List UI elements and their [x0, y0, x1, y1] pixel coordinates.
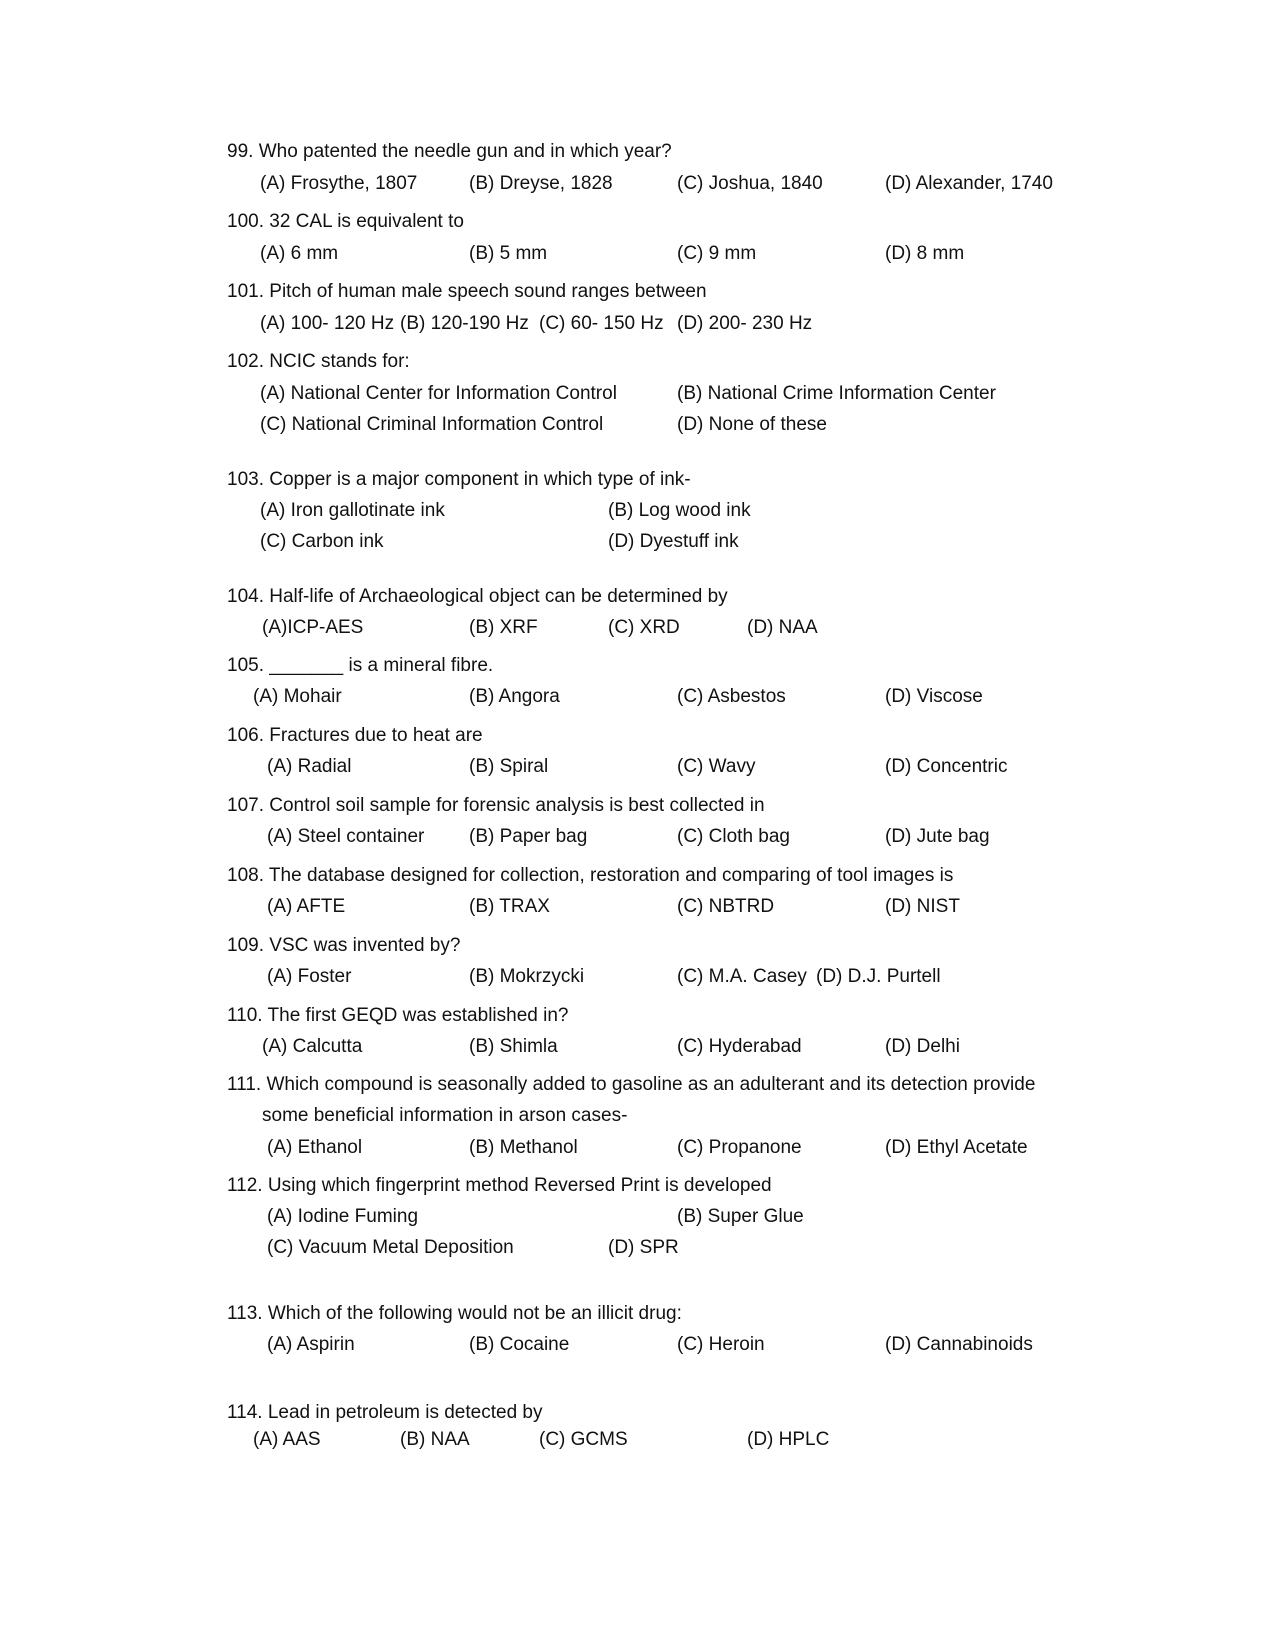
- option-b: (B) 120-190 Hz: [400, 313, 529, 334]
- question-text: Using which fingerprint method Reversed Print is developed: [267, 1175, 772, 1196]
- question-108: [227, 864, 953, 888]
- option-b: (B) TRAX: [469, 896, 550, 917]
- option-d: (D) Delhi: [885, 1036, 960, 1057]
- option-c: (C) Heroin: [677, 1334, 765, 1355]
- question-number: 111.: [227, 1074, 262, 1095]
- option-d: (D) None of these: [677, 414, 827, 435]
- option-a: (A) Calcutta: [262, 1036, 363, 1057]
- option-a: (A) AAS: [253, 1429, 321, 1450]
- option-c: (C) National Criminal Information Control: [260, 414, 604, 435]
- option-a: (A) Iron gallotinate ink: [260, 500, 445, 521]
- option-a: (A) Mohair: [253, 686, 342, 707]
- question-106: [227, 724, 483, 748]
- question-text: Half-life of Archaeological object can be determined by: [269, 586, 728, 607]
- option-b: (B) Cocaine: [469, 1334, 570, 1355]
- option-d: (D) Cannabinoids: [885, 1334, 1033, 1355]
- option-a: (A) Foster: [267, 966, 352, 987]
- option-d: (D) Dyestuff ink: [608, 531, 739, 552]
- question-text: 32 CAL is equivalent to: [269, 211, 464, 232]
- option-a: (A) Steel container: [267, 826, 425, 847]
- option-b: (B) Mokrzycki: [469, 966, 585, 987]
- option-c: (C) 60- 150 Hz: [539, 313, 664, 334]
- question-text: Copper is a major component in which type of ink-: [269, 469, 691, 490]
- question-number: 110.: [227, 1005, 263, 1026]
- option-d: (D) Ethyl Acetate: [885, 1137, 1028, 1158]
- option-b: (B) Super Glue: [677, 1206, 804, 1227]
- question-text: Fractures due to heat are: [269, 725, 483, 746]
- option-a: (A) AFTE: [267, 896, 346, 917]
- option-c: (C) Joshua, 1840: [677, 173, 823, 194]
- option-b: (B) Spiral: [469, 756, 549, 777]
- question-100: [227, 210, 464, 234]
- option-d: (D) Jute bag: [885, 826, 990, 847]
- question-111: [227, 1073, 1035, 1097]
- question-number: 114.: [227, 1402, 263, 1423]
- option-c: (C) GCMS: [539, 1429, 628, 1450]
- option-a: (A) Iodine Fuming: [267, 1206, 419, 1227]
- option-d: (D) NIST: [885, 896, 960, 917]
- option-a: (A) National Center for Information Control: [260, 383, 617, 404]
- question-105: [227, 654, 493, 678]
- question-102: [227, 350, 410, 374]
- question-text: VSC was invented by?: [269, 935, 461, 956]
- question-104: [227, 585, 728, 609]
- option-c: (C) M.A. Casey: [677, 966, 807, 987]
- option-c: (C) 9 mm: [677, 243, 757, 264]
- question-112: [227, 1174, 772, 1198]
- option-d: (D) Alexander, 1740: [885, 173, 1053, 194]
- option-b: (B) National Crime Information Center: [677, 383, 996, 404]
- question-text: Which compound is seasonally added to gasoline as an adulterant and its detection provide: [266, 1074, 1036, 1095]
- option-c: (C) Carbon ink: [260, 531, 384, 552]
- option-d: (D) SPR: [608, 1237, 679, 1258]
- question-text: NCIC stands for:: [269, 351, 410, 372]
- option-d: (D) Viscose: [885, 686, 983, 707]
- question-number: 99.: [227, 141, 254, 162]
- question-text: Pitch of human male speech sound ranges between: [269, 281, 707, 302]
- question-number: 107.: [227, 795, 264, 816]
- question-text: Lead in petroleum is detected by: [267, 1402, 543, 1423]
- option-b: (B) Log wood ink: [608, 500, 751, 521]
- question-107: [227, 794, 765, 818]
- option-d: (D) HPLC: [747, 1429, 830, 1450]
- question-number: 106.: [227, 725, 264, 746]
- option-a: (A) Aspirin: [267, 1334, 355, 1355]
- question-text: _______ is a mineral fibre.: [269, 655, 494, 676]
- question-number: 105.: [227, 655, 264, 676]
- option-b: (B) NAA: [400, 1429, 470, 1450]
- option-a: (A) 6 mm: [260, 243, 339, 264]
- question-110: [227, 1004, 568, 1028]
- question-text: Control soil sample for forensic analysis is best collected in: [269, 795, 765, 816]
- option-d: (D) 8 mm: [885, 243, 965, 264]
- question-number: 112.: [227, 1175, 263, 1196]
- question-number: 108.: [227, 865, 264, 886]
- option-a: (A) Ethanol: [267, 1137, 363, 1158]
- option-c: (C) Propanone: [677, 1137, 802, 1158]
- question-number: 102.: [227, 351, 264, 372]
- question-text: The database designed for collection, restoration and comparing of tool images is: [268, 865, 954, 886]
- option-b: (B) XRF: [469, 617, 538, 638]
- question-113: [227, 1302, 682, 1326]
- option-b: (B) Methanol: [469, 1137, 578, 1158]
- option-d: (D) NAA: [747, 617, 818, 638]
- question-text: Which of the following would not be an illicit drug:: [267, 1303, 682, 1324]
- question-number: 113.: [227, 1303, 263, 1324]
- question-text-continued: some beneficial information in arson cases-: [262, 1105, 628, 1126]
- question-103: [227, 468, 691, 492]
- option-b: (B) Paper bag: [469, 826, 588, 847]
- option-c: (C) Cloth bag: [677, 826, 790, 847]
- option-a: (A) Frosythe, 1807: [260, 173, 418, 194]
- option-b: (B) 5 mm: [469, 243, 548, 264]
- option-b: (B) Dreyse, 1828: [469, 173, 613, 194]
- option-d: (D) 200- 230 Hz: [677, 313, 813, 334]
- option-a: (A) Radial: [267, 756, 352, 777]
- question-99: [227, 140, 672, 164]
- option-b: (B) Angora: [469, 686, 560, 707]
- question-number: 100.: [227, 211, 264, 232]
- question-101: [227, 280, 707, 304]
- option-a: (A)ICP-AES: [262, 617, 364, 638]
- question-number: 101.: [227, 281, 264, 302]
- option-b: (B) Shimla: [469, 1036, 558, 1057]
- question-text: The first GEQD was established in?: [267, 1005, 569, 1026]
- question-109: [227, 934, 460, 958]
- option-c: (C) Hyderabad: [677, 1036, 802, 1057]
- question-number: 104.: [227, 586, 264, 607]
- question-text: Who patented the needle gun and in which year?: [258, 141, 672, 162]
- option-c: (C) Vacuum Metal Deposition: [267, 1237, 514, 1258]
- question-number: 103.: [227, 469, 264, 490]
- question-number: 109.: [227, 935, 264, 956]
- option-a: (A) 100- 120 Hz: [260, 313, 395, 334]
- option-c: (C) Wavy: [677, 756, 756, 777]
- option-c: (C) XRD: [608, 617, 680, 638]
- option-d: (D) Concentric: [885, 756, 1008, 777]
- option-d: (D) D.J. Purtell: [816, 966, 941, 987]
- question-114: [227, 1401, 542, 1425]
- option-c: (C) Asbestos: [677, 686, 786, 707]
- option-c: (C) NBTRD: [677, 896, 775, 917]
